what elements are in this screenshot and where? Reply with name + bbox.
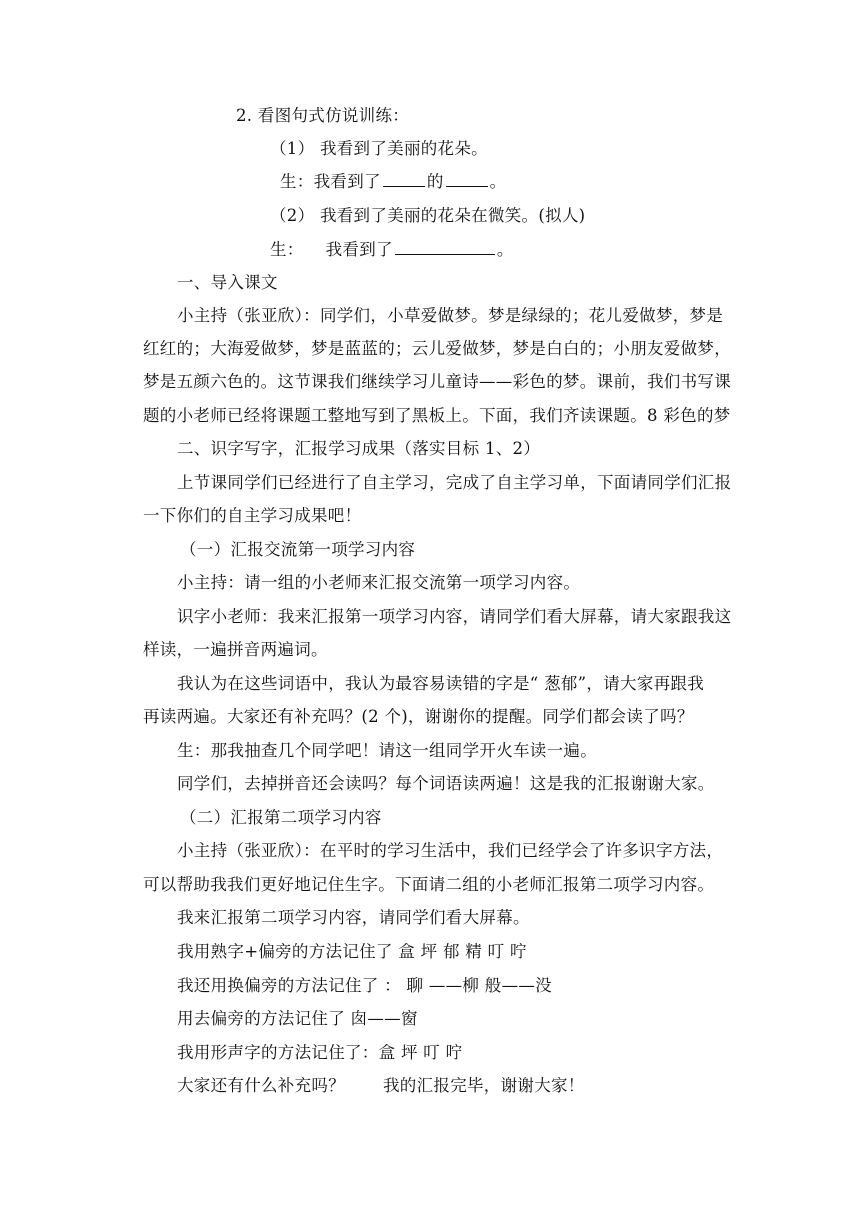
paragraph-line: 可以帮助我我们更好地记住生字。下面请二组的小老师汇报第二项学习内容。	[143, 875, 715, 894]
closing-line	[177, 1074, 585, 1098]
paragraph-line: 再读两遍。大家还有补充吗？(2 个)，谢谢你的提醒。同学们都会读了吗？	[143, 707, 694, 726]
paragraph-line: 我认为在这些词语中，我认为最容易读错的字是“ 葱郁”，请大家再跟我	[177, 674, 705, 693]
student-answer-2	[270, 238, 514, 262]
method-line: 我用形声字的方法记住了：盒 坪 叮 咛	[177, 1043, 463, 1062]
answer-1-prefix: 生：我看到了	[280, 172, 381, 191]
paragraph-line: 生：那我抽查几个同学吧！请这一组同学开火车读一遍。	[177, 741, 597, 760]
closing-thanks: 我的汇报完毕，谢谢大家！	[383, 1076, 585, 1095]
paragraph-line: 红红的；大海爱做梦，梦是蓝蓝的；云儿爱做梦，梦是白白的；小朋友爱做梦，	[143, 339, 731, 358]
closing-question: 大家还有什么补充吗？	[177, 1076, 345, 1095]
section-1-heading: 一、导入课文	[177, 273, 278, 292]
answer-2-suffix: 。	[496, 240, 514, 259]
paragraph-line: 题的小老师已经将课题工整地写到了黑板上。下面，我们齐读课题。8 彩色的梦	[143, 406, 731, 425]
example-2-line: （2） 我看到了美丽的花朵在微笑。(拟人)	[270, 206, 586, 225]
paragraph-line: 同学们，去掉拼音还会读吗？每个词语读两遍！这是我的汇报谢谢大家。	[177, 774, 715, 793]
method-line: 我用熟字+偏旁的方法记住了 盒 坪 郁 精 叮 咛	[177, 942, 527, 961]
answer-2-blank	[395, 238, 495, 255]
answer-1-blank-2	[446, 170, 488, 187]
paragraph-line: 梦是五颜六色的。这节课我们继续学习儿童诗——彩色的梦。课前，我们书写课	[143, 372, 731, 391]
answer-2-text: 我看到了	[325, 240, 393, 259]
example-1-line: （1） 我看到了美丽的花朵。	[270, 139, 488, 158]
paragraph-line: 小主持（张亚欣）：在平时的学习生活中，我们已经学会了许多识字方法，	[177, 841, 724, 860]
item-2-heading: 2. 看图句式仿说训练：	[236, 106, 410, 125]
answer-1-suffix: 。	[489, 172, 507, 191]
subsection-1-heading: （一）汇报交流第一项学习内容	[180, 540, 416, 559]
paragraph-line: 小主持（张亚欣）：同学们，小草爱做梦。梦是绿绿的；花儿爱做梦，梦是	[177, 306, 724, 325]
paragraph-line: 一下你们的自主学习成果吧！	[143, 506, 362, 525]
subsection-2-heading: （二）汇报第二项学习内容	[180, 808, 382, 827]
paragraph-line: 识字小老师：我来汇报第一项学习内容，请同学们看大屏幕，请大家跟我这	[177, 607, 732, 626]
paragraph-line: 小主持：请一组的小老师来汇报交流第一项学习内容。	[177, 573, 581, 592]
answer-1-middle: 的	[426, 172, 444, 191]
paragraph-line: 样读，一遍拼音两遍词。	[143, 640, 328, 659]
method-line: 用去偏旁的方法记住了 囱——窗	[177, 1009, 418, 1028]
section-2-heading: 二、识字写字，汇报学习成果（落实目标 1、2）	[177, 439, 541, 458]
method-line: 我还用换偏旁的方法记住了 ： 聊 ——柳 般——没	[177, 976, 552, 995]
student-answer-1	[280, 170, 506, 194]
paragraph-line: 我来汇报第二项学习内容，请同学们看大屏幕。	[177, 908, 530, 927]
paragraph-line: 上节课同学们已经进行了自主学习，完成了自主学习单，下面请同学们汇报	[177, 473, 732, 492]
answer-2-prefix: 生：	[270, 240, 304, 259]
answer-1-blank-1	[383, 170, 425, 187]
